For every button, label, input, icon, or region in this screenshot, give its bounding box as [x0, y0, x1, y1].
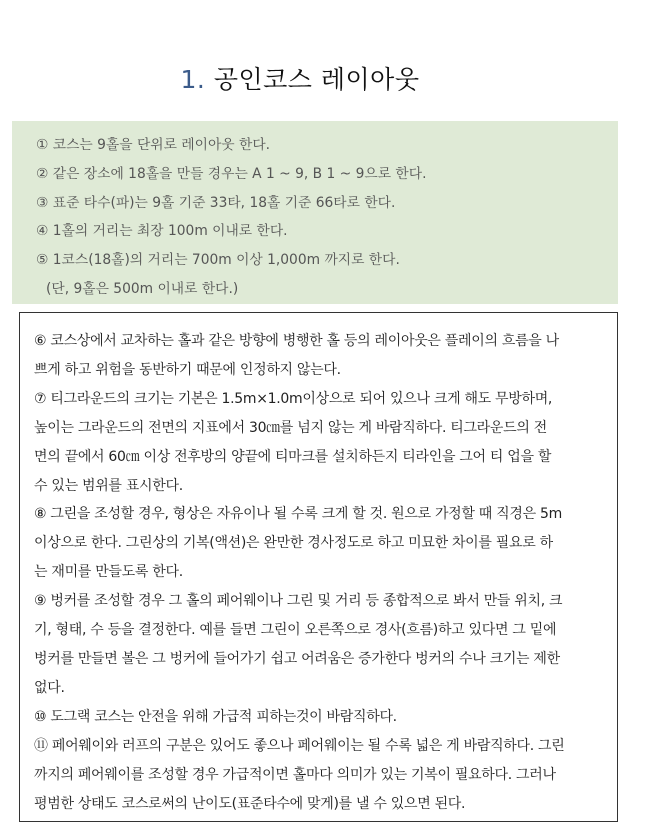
basic-rule-5: ⑤ 1코스(18홀)의 거리는 700m 이상 1,000m 까지로 한다.	[36, 252, 400, 269]
rule-8-line-2: 이상으로 한다. 그린상의 기복(액션)은 완만한 경사정도로 하고 미묘한 차이를 필요로 하	[34, 535, 553, 552]
rule-11-line-2: 까지의 페어웨이를 조성할 경우 가급적이면 홀마다 의미가 있는 기복이 필요하다. 그러나	[34, 766, 556, 783]
rule-10	[34, 703, 617, 732]
rule-7	[34, 385, 617, 501]
rule-6-line-1: ⑥ 코스상에서 교차하는 홀과 같은 방향에 병행한 홀 등의 레이아웃은 플레이의 흐름을 나	[34, 333, 559, 349]
title-text: 공인코스 레이아웃	[213, 65, 420, 94]
detail-rules-box	[19, 312, 618, 822]
basic-rule-1: ① 코스는 9홀을 단위로 레이아웃 한다.	[36, 137, 271, 153]
rule-7-line-2: 높이는 그라운드의 전면의 지표에서 30㎝를 넘지 않는 게 바람직하다. 티그라운드의 전	[34, 419, 547, 436]
rule-8	[34, 500, 617, 587]
rule-8-line-3: 는 재미를 만들도록 한다.	[34, 564, 183, 581]
rule-9	[34, 587, 617, 703]
rule-9-line-3: 벙커를 만들면 볼은 그 벙커에 들어가기 쉽고 어려움은 증가한다 벙커의 수나 크기는 제한	[34, 650, 560, 667]
rule-7-line-3: 면의 끝에서 60㎝ 이상 전후방의 양끝에 티마크를 설치하든지 티라인을 그어 티 업을 할	[34, 448, 552, 465]
basic-rule-2: ② 같은 장소에 18홀을 만들 경우는 A 1 ~ 9, B 1 ~ 9으로 한다.	[36, 165, 427, 182]
rule-6-line-2: 쁘게 하고 위험을 동반하기 때문에 인정하지 않는다.	[34, 361, 341, 378]
rule-11-line-1: ⑪ 페어웨이와 러프의 구분은 있어도 좋으나 페어웨이는 될 수록 넓은 게 바람직하다. 그린	[34, 737, 565, 754]
rule-8-line-1: ⑧ 그린을 조성할 경우, 형상은 자유이나 될 수록 크게 할 것. 원으로 가정할 때 직경은 5m	[34, 506, 562, 523]
rule-11-line-3: 평범한 상태도 코스로써의 난이도(표준타수에 맞게)를 낼 수 있으면 된다.	[34, 795, 466, 812]
basic-rule-4: ④ 1홀의 거리는 최장 100m 이내로 한다.	[36, 223, 288, 240]
rule-7-line-4: 수 있는 범위를 표시한다.	[34, 477, 183, 494]
basic-rule-note: (단, 9홀은 500m 이내로 한다.)	[46, 280, 239, 297]
page-title	[0, 60, 600, 96]
rule-10-line-1: ⑩ 도그랙 코스는 안전을 위해 가급적 피하는것이 바람직하다.	[34, 708, 397, 725]
basic-rule-3: ③ 표준 타수(파)는 9홀 기준 33타, 18홀 기준 66타로 한다.	[36, 194, 396, 211]
rule-6	[34, 327, 617, 385]
title-number: 1.	[180, 65, 206, 94]
basic-rules-box	[12, 121, 618, 304]
rule-7-line-1: ⑦ 티그라운드의 크기는 기본은 1.5m×1.0m이상으로 되어 있으나 크게 해도 무방하며,	[34, 390, 553, 407]
rule-9-line-4: 없다.	[34, 679, 65, 696]
rule-9-line-2: 기, 형태, 수 등을 결정한다. 예를 들면 그린이 오른쪽으로 경사(흐름)하고 있다면 그 밑에	[34, 622, 557, 639]
rule-9-line-1: ⑨ 벙커를 조성할 경우 그 홀의 페어웨이나 그린 및 거리 등 종합적으로 봐서 만들 위치, 크	[34, 593, 563, 610]
rule-11	[34, 732, 617, 819]
